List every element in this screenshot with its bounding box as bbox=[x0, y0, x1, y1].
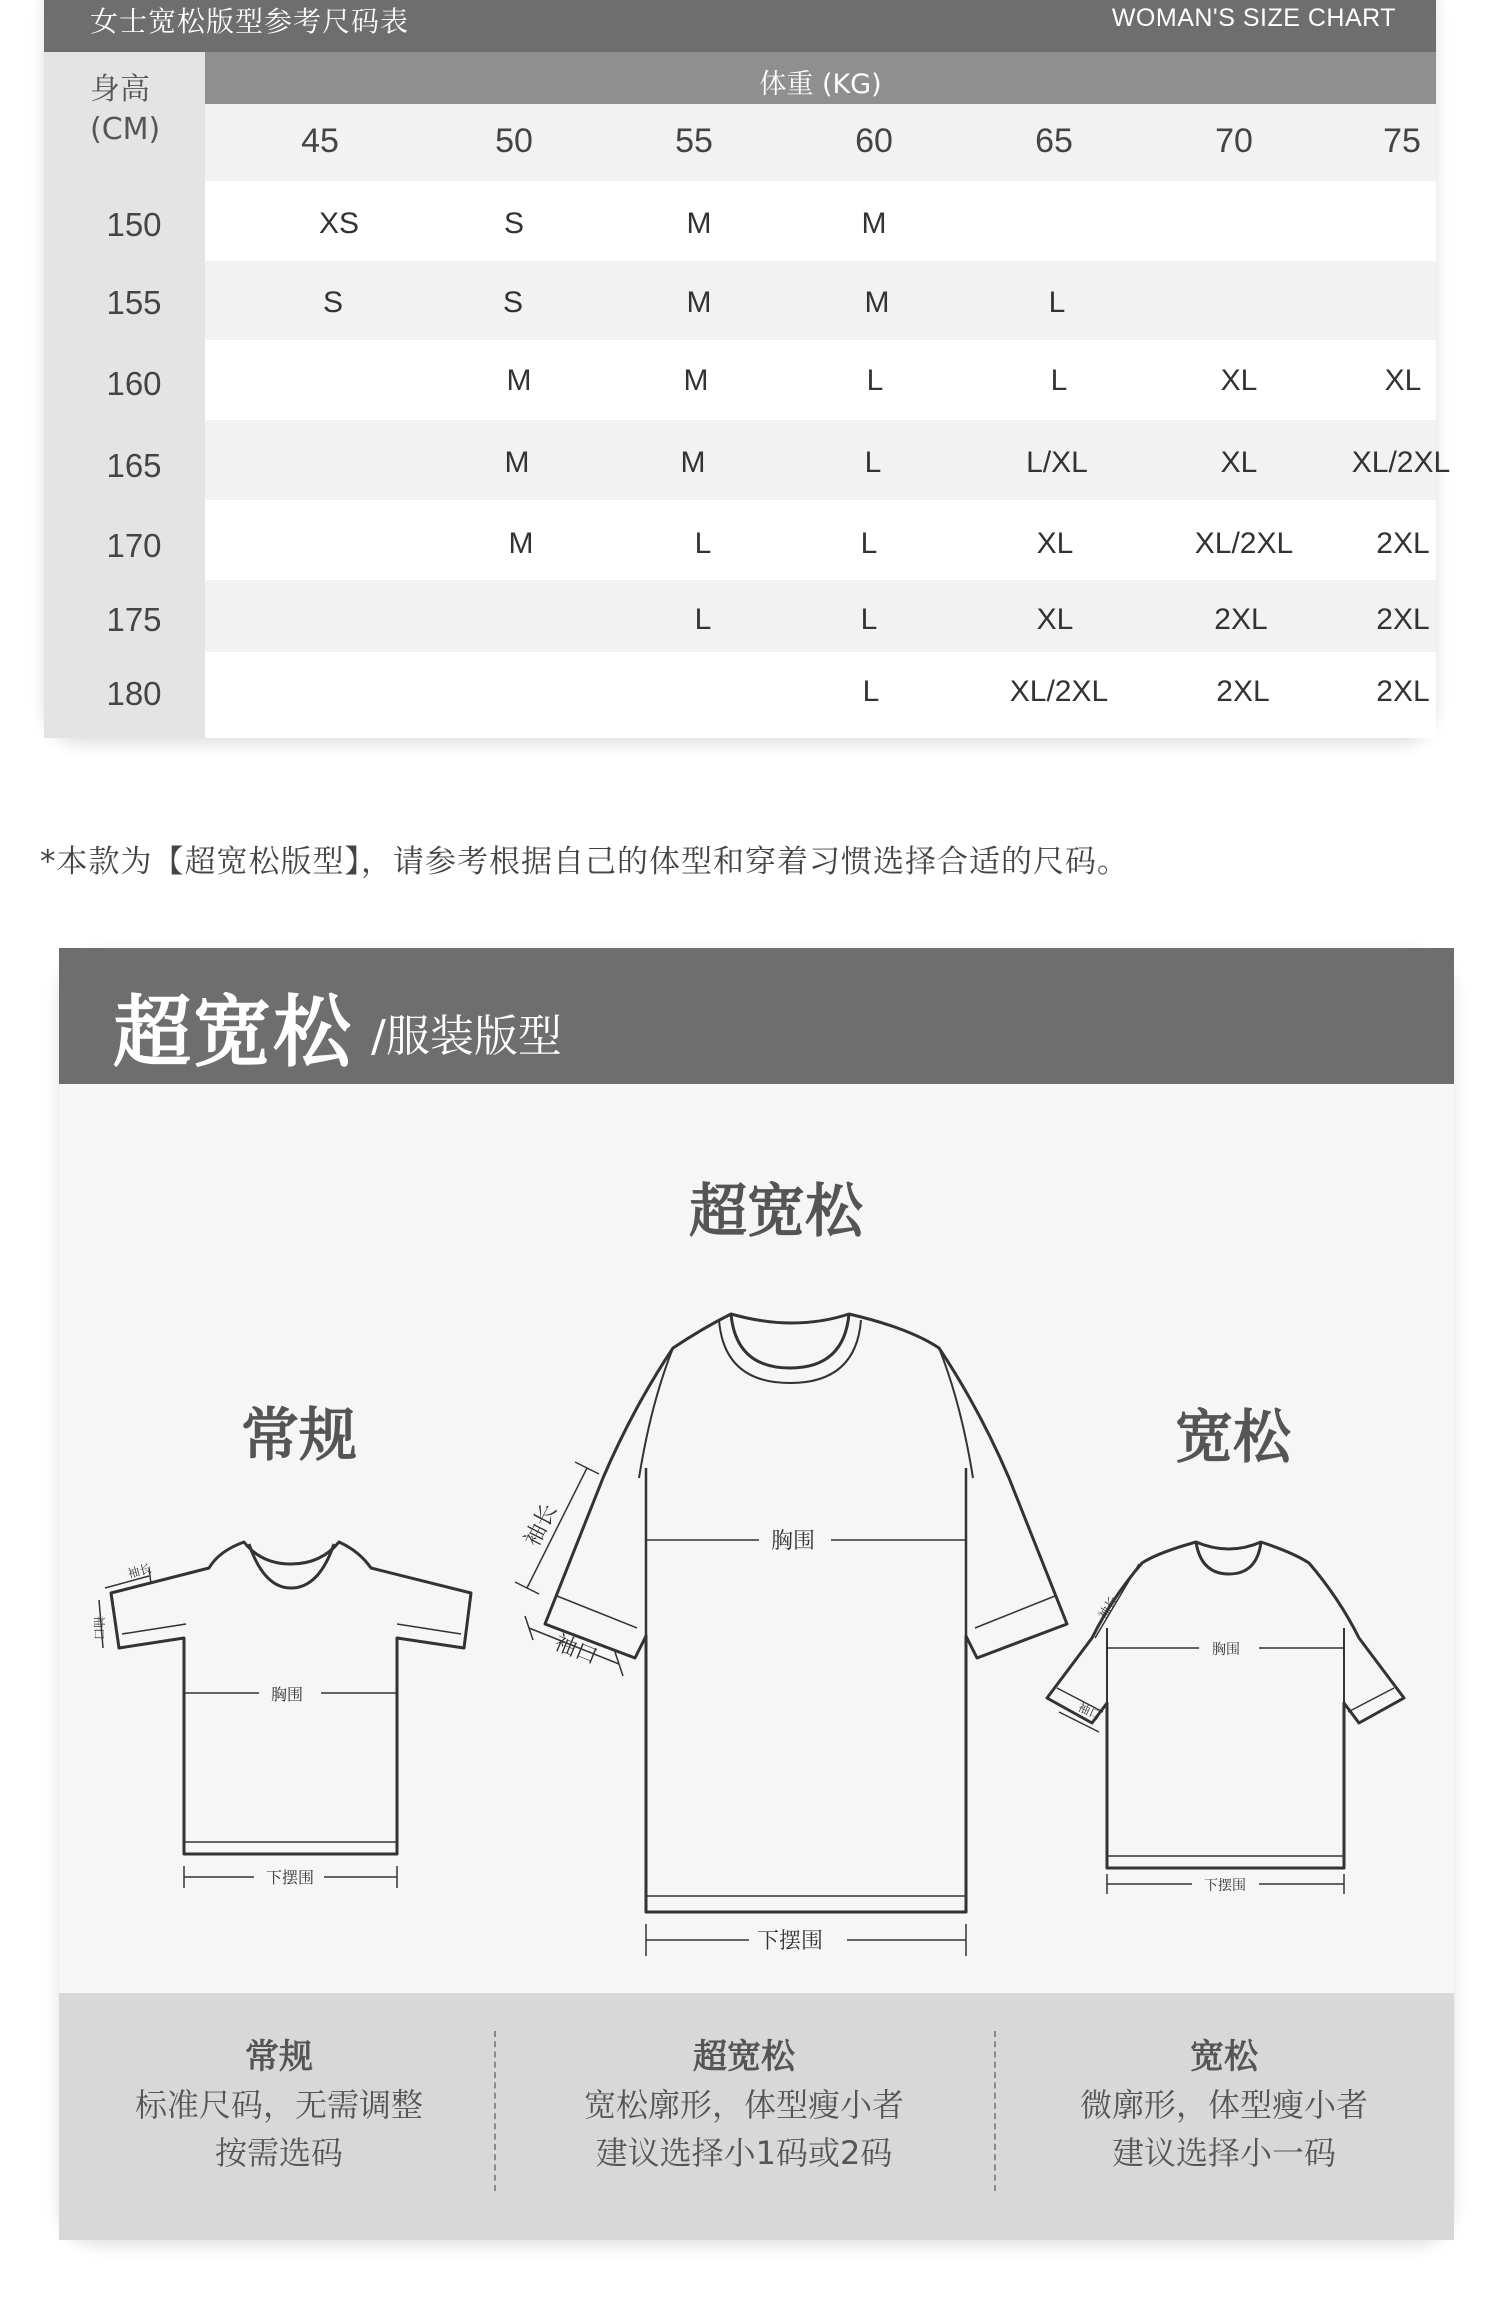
size-chart-title-en: WOMAN'S SIZE CHART bbox=[1111, 4, 1396, 32]
fit-col-title: 超宽松 bbox=[693, 2037, 795, 2077]
regular-tee-icon bbox=[99, 1542, 471, 1888]
weight-cell: 50 bbox=[495, 122, 533, 160]
size-cell: XL/2XL bbox=[1194, 527, 1294, 560]
size-cell: L bbox=[1050, 364, 1068, 397]
fit-col-line2: 按需选码 bbox=[214, 2134, 343, 2172]
size-cell: XL/2XL bbox=[1351, 446, 1451, 479]
fit-col-title: 宽松 bbox=[1190, 2037, 1258, 2077]
weight-cell: 75 bbox=[1383, 122, 1421, 160]
size-cell: L bbox=[694, 603, 712, 636]
size-cell: L bbox=[860, 527, 878, 560]
fit-col-oversize bbox=[529, 2033, 959, 2177]
fit-col-line1: 微廓形，体型瘦小者 bbox=[1079, 2086, 1368, 2124]
height-cell: 170 bbox=[106, 527, 162, 564]
fit-type-title: 超宽松 bbox=[113, 988, 354, 1078]
weight-cell: 70 bbox=[1215, 122, 1253, 160]
size-cell: M bbox=[680, 446, 706, 479]
loose-label: 宽松 bbox=[1175, 1403, 1292, 1471]
fit-col-line1: 宽松廓形，体型瘦小者 bbox=[583, 2086, 904, 2124]
height-cell: 180 bbox=[106, 675, 162, 712]
size-cell: XL bbox=[1220, 446, 1258, 479]
size-cell: M bbox=[861, 207, 887, 240]
height-cell: 165 bbox=[106, 447, 162, 484]
regular-sleeve-label: 袖长 bbox=[126, 1561, 153, 1581]
size-cell: S bbox=[503, 207, 524, 240]
size-cell: L bbox=[866, 364, 884, 397]
size-cell: XL bbox=[1384, 364, 1422, 397]
size-cell: S bbox=[322, 286, 343, 319]
fit-col-line2: 建议选择小一码 bbox=[1111, 2134, 1336, 2172]
weight-cell: 60 bbox=[855, 122, 893, 160]
weight-cell: 65 bbox=[1035, 122, 1073, 160]
weight-cell: 45 bbox=[301, 122, 339, 160]
column-divider bbox=[494, 2031, 496, 2191]
size-cell: M bbox=[683, 364, 709, 397]
size-cell: L bbox=[864, 446, 882, 479]
size-cell: XL/2XL bbox=[1009, 675, 1109, 708]
size-cell: M bbox=[504, 446, 530, 479]
height-cell: 160 bbox=[106, 365, 162, 402]
size-chart-card bbox=[44, 0, 1451, 738]
size-cell: 2XL bbox=[1214, 603, 1268, 636]
oversize-label: 超宽松 bbox=[689, 1177, 864, 1245]
fit-description-panel bbox=[59, 1993, 1454, 2240]
oversize-tee-icon bbox=[515, 1314, 1067, 1956]
regular-chest-label: 胸围 bbox=[271, 1685, 304, 1704]
height-label-line2: (CM) bbox=[90, 112, 161, 147]
loose-cuff-label: 袖口 bbox=[1075, 1700, 1104, 1723]
size-cell: L bbox=[1048, 286, 1066, 319]
regular-label: 常规 bbox=[241, 1401, 358, 1469]
loose-hem-label: 下摆围 bbox=[1204, 1878, 1246, 1894]
column-divider bbox=[994, 2031, 996, 2191]
oversize-hem-label: 下摆围 bbox=[757, 1929, 824, 1954]
fit-col-regular bbox=[99, 2033, 459, 2177]
oversize-cuff-label: 袖口 bbox=[550, 1630, 601, 1671]
size-cell: M bbox=[508, 527, 534, 560]
size-note: *本款为【超宽松版型】，请参考根据自己的体型和穿着习惯选择合适的尺码。 bbox=[40, 844, 1129, 880]
oversize-sleeve-label: 袖长 bbox=[520, 1500, 563, 1551]
size-cell: L bbox=[860, 603, 878, 636]
size-cell: M bbox=[686, 286, 712, 319]
garment-diagrams bbox=[59, 948, 1454, 1993]
fit-col-line2: 建议选择小1码或2码 bbox=[595, 2134, 893, 2172]
fit-col-line1: 标准尺码，无需调整 bbox=[134, 2086, 423, 2124]
size-cell: L bbox=[694, 527, 712, 560]
size-cell: S bbox=[502, 286, 523, 319]
regular-hem-label: 下摆围 bbox=[266, 1868, 315, 1887]
size-cell: L bbox=[862, 675, 880, 708]
fit-type-card bbox=[59, 948, 1454, 2240]
fit-col-loose bbox=[1024, 2033, 1424, 2177]
size-chart-title: 女士宽松版型参考尺码表 bbox=[90, 5, 410, 38]
size-chart-header bbox=[44, 0, 1436, 52]
size-cell: 2XL bbox=[1376, 675, 1430, 708]
size-cell: M bbox=[686, 207, 712, 240]
height-label-line1: 身高 bbox=[90, 72, 150, 107]
oversize-chest-label: 胸围 bbox=[771, 1529, 816, 1554]
size-cell: M bbox=[864, 286, 890, 319]
weight-axis-label: 体重 (KG) bbox=[759, 69, 882, 100]
size-cell: XL bbox=[1036, 527, 1074, 560]
weight-cell: 55 bbox=[675, 122, 713, 160]
loose-chest-label: 胸围 bbox=[1212, 1642, 1240, 1658]
height-cell: 155 bbox=[106, 284, 162, 321]
loose-sleeve-label: 袖长 bbox=[1095, 1593, 1121, 1622]
size-cell: XS bbox=[318, 207, 360, 240]
height-cell: 175 bbox=[106, 601, 162, 638]
size-cell: XL bbox=[1036, 603, 1074, 636]
height-axis-label bbox=[44, 52, 205, 181]
fit-col-title: 常规 bbox=[245, 2037, 313, 2077]
size-cell: M bbox=[506, 364, 532, 397]
size-cell: 2XL bbox=[1376, 603, 1430, 636]
height-cell: 150 bbox=[106, 206, 162, 243]
loose-tee-icon bbox=[1047, 1542, 1404, 1894]
size-cell: L/XL bbox=[1026, 446, 1088, 479]
fit-type-subtitle: /服装版型 bbox=[371, 1011, 562, 1062]
regular-cuff-label: 袖口 bbox=[92, 1616, 106, 1641]
size-cell: 2XL bbox=[1376, 527, 1430, 560]
size-cell: XL bbox=[1220, 364, 1258, 397]
size-cell: 2XL bbox=[1216, 675, 1270, 708]
weight-axis-bar bbox=[205, 52, 1436, 104]
